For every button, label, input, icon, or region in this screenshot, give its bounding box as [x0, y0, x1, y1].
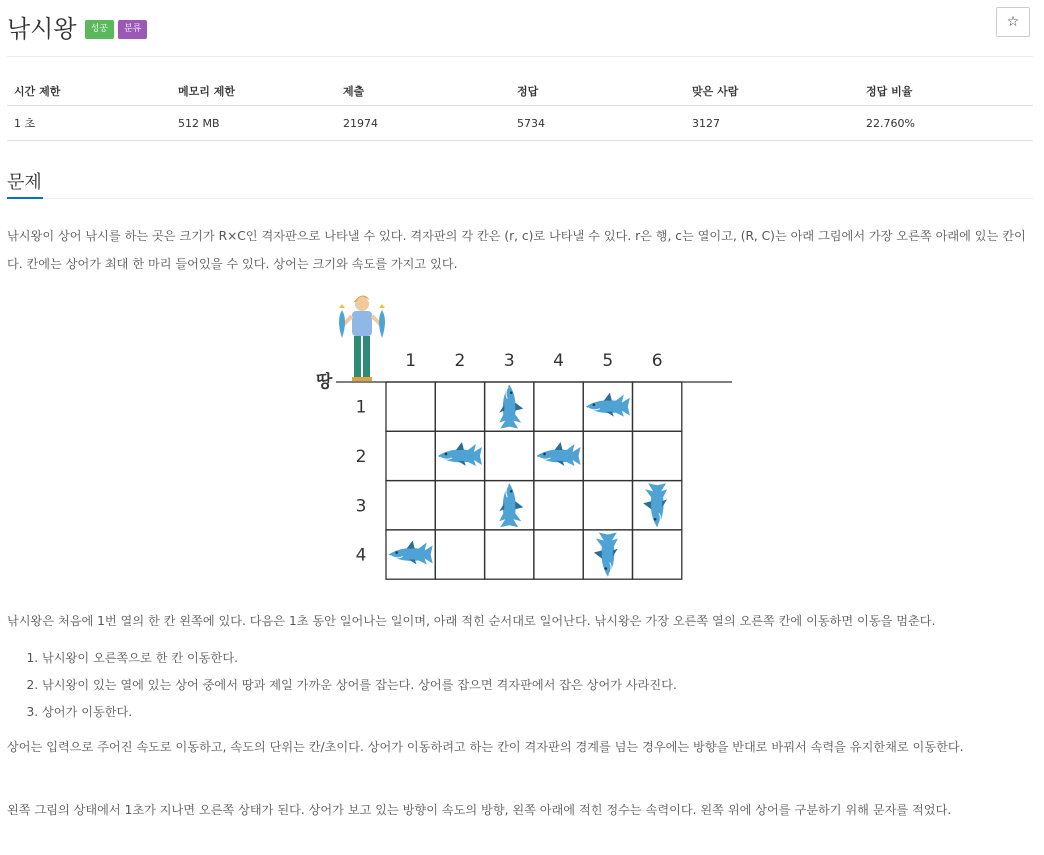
success-badge[interactable]: 성공 — [85, 20, 114, 39]
row-label: 4 — [355, 545, 367, 566]
list-item: 2. 낚시왕이 있는 열에 있는 상어 중에서 땅과 제일 가까운 상어를 잡는다. 상어를 잡으면 격자판에서 잡은 상어가 사라진다. — [42, 672, 677, 699]
shark-icon — [389, 541, 433, 565]
header-solved-users: 맞은 사람 — [685, 77, 859, 106]
step-list — [7, 645, 677, 726]
list-item: 1. 낚시왕이 오른쪽으로 한 칸 이동한다. — [42, 645, 677, 672]
shark-icon — [643, 483, 667, 527]
memory-limit-value: 512 MB — [171, 106, 336, 141]
header-accept-ratio: 정답 비율 — [859, 77, 1033, 106]
grid-cell — [534, 382, 583, 431]
grid-cell — [386, 481, 435, 530]
grid-cell — [633, 530, 682, 579]
grid-cell — [534, 481, 583, 530]
list-item: 3. 상어가 이동한다. — [42, 699, 677, 726]
shark-icon — [499, 483, 523, 527]
description-paragraph-2: 낚시왕은 처음에 1번 열의 한 칸 왼쪽에 있다. 다음은 1초 동안 일어나는 일이며, 아래 적힌 순서대로 일어난다. 낚시왕은 가장 오른쪽 열의 오른쪽 칸에 이동하면 이동을 멈춘다. — [7, 614, 936, 628]
column-labels — [405, 351, 662, 371]
column-label: 3 — [503, 351, 515, 371]
description-paragraph-4: 왼쪽 그림의 상태에서 1초가 지나면 오른쪽 상태가 된다. 상어가 보고 있는 방향이 속도의 방향, 왼쪽 아래에 적힌 정수는 속력이다. 왼쪽 위에 상어를 구분하기 위해 문자를 적었다. — [7, 803, 952, 817]
row-label: 2 — [355, 446, 367, 467]
header-memory-limit: 메모리 제한 — [171, 77, 336, 106]
section-divider — [43, 198, 1033, 199]
row-labels — [356, 398, 367, 566]
fishing-grid-figure — [296, 290, 746, 585]
problem-info-table — [7, 77, 1033, 141]
description-paragraph-1: 낚시왕이 상어 낚시를 하는 곳은 크기가 R×C인 격자판으로 나타낼 수 있다. 격자판의 각 칸은 (r, c)로 나타낼 수 있다. r은 행, c는 열이고, (R, C)는 아래 그림에서 가장 오른쪽 아래에 있는 칸이다. 칸에는 상어가 최대 한 마리 들어있을 수 있다. 상어는 크기와 속도를 가지고 있다. — [7, 229, 1026, 271]
shark-icon — [594, 533, 618, 577]
grid-cell — [583, 481, 632, 530]
time-limit-value: 1 초 — [7, 106, 171, 141]
grid-cell — [435, 481, 484, 530]
header-time-limit: 시간 제한 — [7, 77, 171, 106]
grid-cell — [435, 382, 484, 431]
column-label: 1 — [405, 351, 417, 371]
grid-cell — [386, 431, 435, 480]
shark-icon — [499, 385, 523, 429]
title-row — [7, 6, 147, 46]
grid-cell — [583, 431, 632, 480]
accept-ratio-value: 22.760% — [859, 106, 1033, 141]
column-label: 2 — [454, 351, 466, 371]
column-label: 5 — [602, 351, 614, 371]
accepted-value: 5734 — [510, 106, 685, 141]
grid-cell — [435, 530, 484, 579]
column-label: 6 — [651, 351, 663, 371]
header-accepted: 정답 — [510, 77, 685, 106]
grid-cell — [633, 382, 682, 431]
shark-icon — [537, 442, 581, 466]
problem-title: 낚시왕 — [7, 14, 77, 43]
grid-cell — [485, 530, 534, 579]
grid-cell — [534, 530, 583, 579]
grid-cell — [633, 431, 682, 480]
description-paragraph-3: 상어는 입력으로 주어진 속도로 이동하고, 속도의 단위는 칸/초이다. 상어가 이동하려고 하는 칸이 격자판의 경계를 넘는 경우에는 방향을 반대로 바꿔서 속력을 유지한채로 이동한다. — [7, 740, 964, 754]
title-divider — [7, 56, 1033, 57]
row-label: 3 — [355, 496, 367, 517]
solved-users-value: 3127 — [685, 106, 859, 141]
row-label: 1 — [355, 397, 367, 418]
star-button[interactable] — [996, 7, 1030, 37]
tag-badge[interactable]: 분류 — [118, 20, 147, 39]
shark-icon — [438, 442, 482, 466]
section-title-underline — [7, 197, 43, 199]
header-submissions: 제출 — [336, 77, 510, 106]
submissions-value: 21974 — [336, 106, 510, 141]
section-title: 문제 — [7, 172, 42, 193]
star-icon: ☆ — [1006, 14, 1020, 30]
grid-cell — [485, 431, 534, 480]
table-row — [7, 106, 1033, 141]
grid-cell — [386, 382, 435, 431]
fisher-king-figure — [339, 295, 385, 381]
column-label: 4 — [553, 351, 564, 371]
table-header-row — [7, 77, 1033, 106]
ground-label: 땅 — [316, 372, 333, 392]
shark-icon — [586, 393, 630, 417]
